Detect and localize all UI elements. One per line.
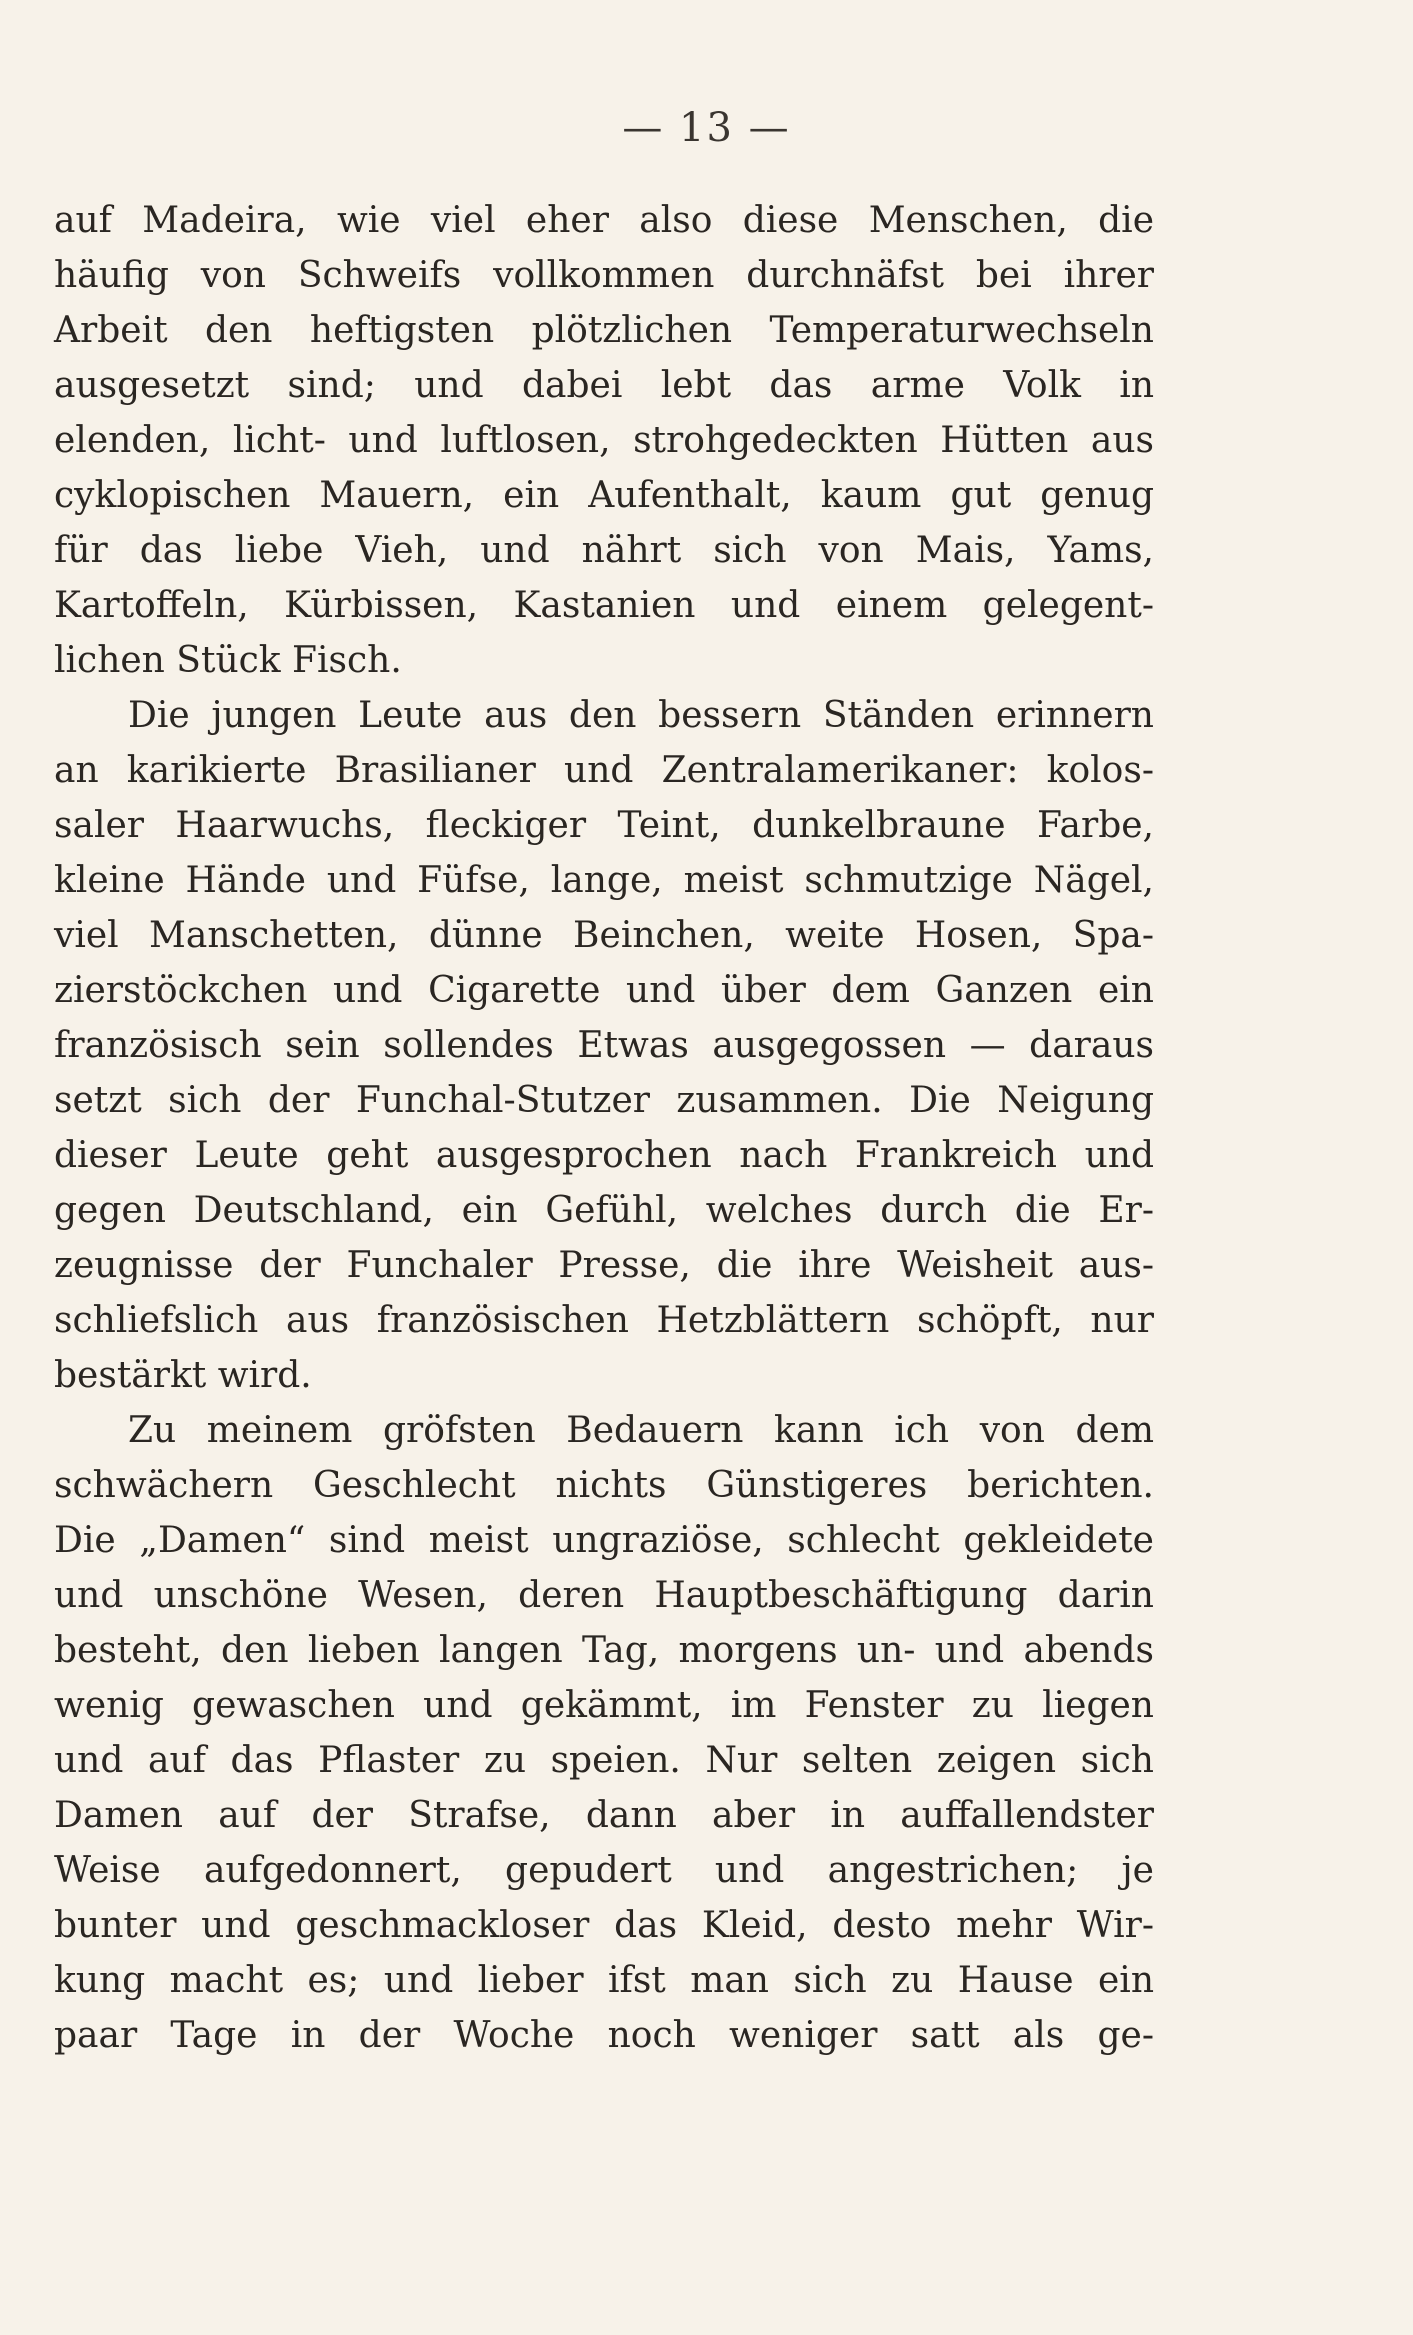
text-line: besteht, den lieben langen Tag, morgens un- und abends <box>54 1630 1154 1671</box>
text-line: zierstöckchen und Cigarette und über dem Ganzen ein <box>54 970 1154 1011</box>
paragraph-1 <box>54 193 1154 688</box>
text-line: ausgesetzt sind; und dabei lebt das arme Volk in <box>54 365 1154 406</box>
paragraph-3 <box>54 1403 1154 2063</box>
text-line: und auf das Pflaster zu speien. Nur selten zeigen sich <box>54 1740 1154 1781</box>
paragraph-2 <box>54 688 1154 1403</box>
page-number: — 13 — <box>622 105 791 151</box>
text-line: kung macht es; und lieber ifst man sich zu Hause ein <box>54 1960 1154 2001</box>
text-line: wenig gewaschen und gekämmt, im Fenster zu liegen <box>54 1685 1154 1726</box>
text-line: Die „Damen“ sind meist ungraziöse, schlecht gekleidete <box>54 1520 1154 1561</box>
text-line: schliefslich aus französischen Hetzblättern schöpft, nur <box>54 1300 1154 1341</box>
text-line: häufig von Schweifs vollkommen durchnäfst bei ihrer <box>54 255 1154 296</box>
text-line: an karikierte Brasilianer und Zentralamerikaner: kolos- <box>54 750 1154 791</box>
text-line: zeugnisse der Funchaler Presse, die ihre Weisheit aus- <box>54 1245 1154 1286</box>
text-line: lichen Stück Fisch. <box>54 640 402 681</box>
text-line: elenden, licht- und luftlosen, strohgedeckten Hütten aus <box>54 420 1154 461</box>
body-text <box>54 193 1154 2063</box>
text-line: französisch sein sollendes Etwas ausgegossen — daraus <box>54 1025 1154 1066</box>
text-line: und unschöne Wesen, deren Hauptbeschäftigung darin <box>54 1575 1154 1616</box>
text-line: Kartoffeln, Kürbissen, Kastanien und einem gelegent- <box>54 585 1154 626</box>
text-line: paar Tage in der Woche noch weniger satt als ge- <box>54 2015 1154 2056</box>
text-line: bestärkt wird. <box>54 1355 312 1396</box>
text-line: viel Manschetten, dünne Beinchen, weite Hosen, Spa- <box>54 915 1154 956</box>
text-line: saler Haarwuchs, fleckiger Teint, dunkelbraune Farbe, <box>54 805 1154 846</box>
text-line: kleine Hände und Füfse, lange, meist schmutzige Nägel, <box>54 860 1154 901</box>
text-line: auf Madeira, wie viel eher also diese Menschen, die <box>54 200 1154 241</box>
text-line: schwächern Geschlecht nichts Günstigeres berichten. <box>54 1465 1154 1506</box>
text-line: gegen Deutschland, ein Gefühl, welches durch die Er- <box>54 1190 1154 1231</box>
text-line: dieser Leute geht ausgesprochen nach Frankreich und <box>54 1135 1154 1176</box>
text-line: Weise aufgedonnert, gepudert und angestrichen; je <box>54 1850 1154 1891</box>
text-line: Die jungen Leute aus den bessern Ständen erinnern <box>128 695 1154 736</box>
text-line: Zu meinem gröfsten Bedauern kann ich von dem <box>128 1410 1154 1451</box>
text-line: cyklopischen Mauern, ein Aufenthalt, kaum gut genug <box>54 475 1154 516</box>
text-line: für das liebe Vieh, und nährt sich von Mais, Yams, <box>54 530 1154 571</box>
text-line: bunter und geschmackloser das Kleid, desto mehr Wir- <box>54 1905 1154 1946</box>
text-line: Arbeit den heftigsten plötzlichen Temperaturwechseln <box>54 310 1154 351</box>
text-line: setzt sich der Funchal-Stutzer zusammen. Die Neigung <box>54 1080 1154 1121</box>
text-line: Damen auf der Strafse, dann aber in auffallendster <box>54 1795 1154 1836</box>
